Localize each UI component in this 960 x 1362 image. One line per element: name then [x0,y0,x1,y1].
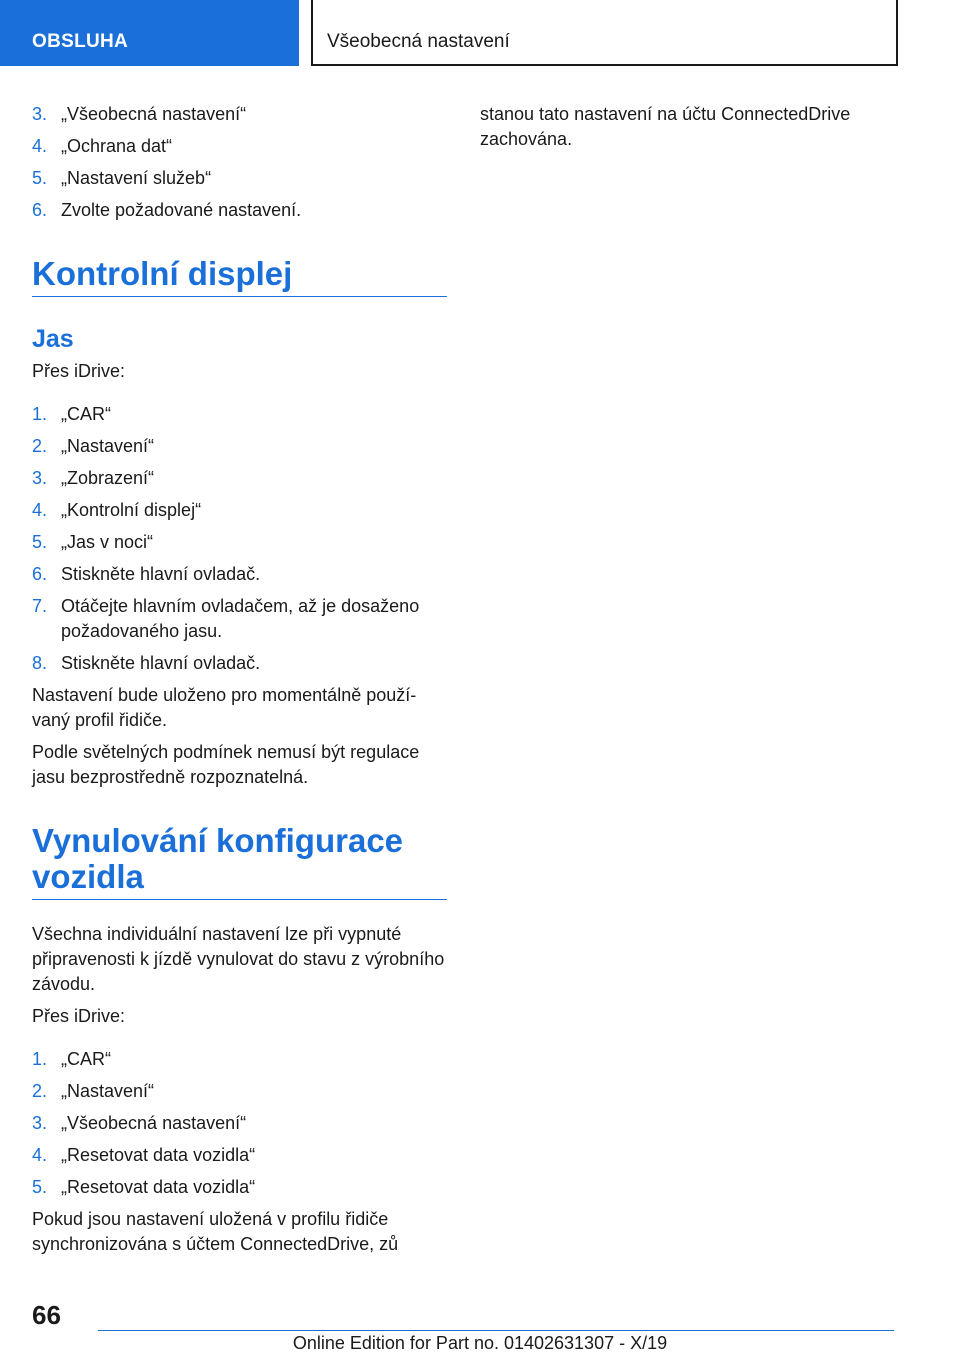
step-text: „Nastavení“ [61,436,155,456]
list-item [32,594,447,644]
step-text: „Resetovat data vozidla“ [61,1145,256,1165]
note-text: Podle světelných podmínek nemusí být regulace jasu bezprostředně rozpoznatelná. [32,742,420,787]
step-number: 6. [32,564,48,584]
step-number: 1. [32,404,48,424]
step-text: Stiskněte hlavní ovladač. [61,653,261,673]
list-item [32,134,447,159]
step-number: 5. [32,532,48,552]
intro-text: Všechna individuální nastavení lze při vypnuté připravenosti k jízdě vynulovat do stavu z výrobního závodu. [32,924,445,994]
brightness-steps [32,402,447,676]
footer-divider [98,1330,894,1331]
step-number: 1. [32,1049,48,1069]
list-item [32,1143,447,1168]
lead-text: Přes iDrive: [32,361,126,381]
list-item [32,498,447,523]
step-number: 3. [32,104,48,124]
step-text: „Nastavení služeb“ [61,168,212,188]
list-item [32,1111,447,1136]
note-text: Nastavení bude uloženo pro momentálně používaný profil řidiče. [32,685,417,730]
list-item [32,102,447,127]
section-heading-reset: Vynulování konfigurace vozidla [32,823,447,900]
section-heading-display: Kontrolní displej [32,256,447,297]
step-text: „Nastavení“ [61,1081,155,1101]
list-item [32,651,447,676]
list-item [32,166,447,191]
step-text: „Jas v noci“ [61,532,154,552]
list-item [32,562,447,587]
note-text: Pokud jsou nastavení uložená v profilu řidiče synchronizována s účtem ConnectedDrive, zů [32,1209,399,1254]
page-number: 66 [32,1300,61,1330]
note-continuation: stanou tato nastavení na účtu ConnectedDrive zachována. [480,104,851,149]
step-text: „Resetovat data vozidla“ [61,1177,256,1197]
lead-text: Přes iDrive: [32,1006,126,1026]
step-text: Stiskněte hlavní ovladač. [61,564,261,584]
step-number: 3. [32,468,48,488]
subheading-brightness: Jas [32,325,74,353]
right-column [480,102,900,159]
step-text: „Ochrana dat“ [61,136,173,156]
section-label: OBSLUHA [32,31,129,52]
list-item [32,402,447,427]
chapter-tab [311,0,898,66]
step-number: 2. [32,436,48,456]
chapter-label: Všeobecná nastavení [327,31,510,52]
step-number: 5. [32,168,48,188]
intro-list [32,102,447,223]
step-number: 7. [32,596,48,616]
list-item [32,1079,447,1104]
step-number: 4. [32,136,48,156]
step-text: „Všeobecná nastavení“ [61,1113,247,1133]
list-item [32,530,447,555]
step-number: 6. [32,200,48,220]
left-column [32,102,447,1264]
list-item [32,1047,447,1072]
step-number: 3. [32,1113,48,1133]
edition-footer: Online Edition for Part no. 01402631307 - X/19 [292,1333,668,1353]
reset-steps [32,1047,447,1200]
step-text: „Všeobecná nastavení“ [61,104,247,124]
step-text: „Kontrolní displej“ [61,500,202,520]
section-tab [0,0,299,66]
list-item [32,1175,447,1200]
step-number: 4. [32,500,48,520]
step-number: 8. [32,653,48,673]
step-text: Otáčejte hlavním ovladačem, až je dosaženo požadovaného jasu. [61,596,420,641]
step-number: 2. [32,1081,48,1101]
step-text: „CAR“ [61,1049,111,1069]
step-text: Zvolte požadované nastavení. [61,200,302,220]
step-number: 5. [32,1177,48,1197]
list-item [32,198,447,223]
step-text: „Zobrazení“ [61,468,155,488]
list-item [32,434,447,459]
step-text: „CAR“ [61,404,111,424]
step-number: 4. [32,1145,48,1165]
list-item [32,466,447,491]
